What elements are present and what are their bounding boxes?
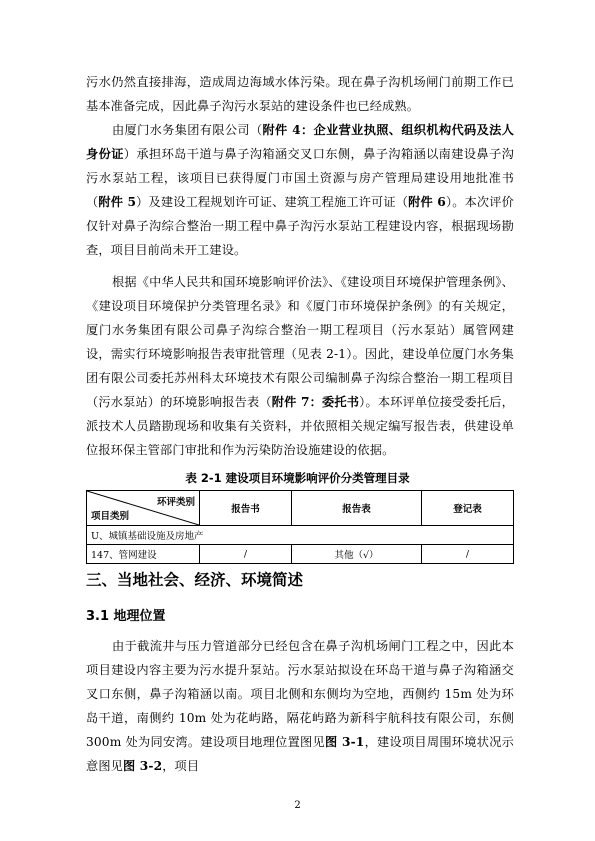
table-section-row: [87, 526, 514, 545]
text-run: ）。本环评单位接受委托后，派技术人员踏勘现场和收集有关资料，并依照相关规定编写报告表，供建设单位报环保主管部门审批和作为污染防治设施建设的依据。: [86, 395, 515, 457]
table-row: [87, 545, 514, 564]
column-header: 报告表: [291, 491, 421, 526]
chapter-heading: 三、当地社会、经济、环境简述: [86, 571, 304, 589]
table-cell: /: [422, 545, 514, 564]
attachment-4-ref: 附件 4：企业营业执照、组织机构代码及法人身份证: [86, 123, 514, 161]
text-run: ，建设项目周围环境状况示意图见: [86, 735, 514, 773]
text-run: ）及建设工程规划许可证、建筑工程施工许可证（: [136, 195, 409, 209]
attachment-7-ref: 附件 7：委托书: [271, 395, 360, 409]
text-run: ）承担环岛干道与鼻子沟箱涵交叉口东侧，鼻子沟箱涵以南建设鼻子沟污水泵站工程，该项目已获得厦门市国土资源与房产管理局建设用地批准书（: [86, 147, 515, 209]
table-corner-cell: [87, 491, 200, 526]
paragraph-2: [86, 118, 514, 262]
section-cell: U、城镇基础设施及房地产: [87, 526, 514, 545]
row-name-cell: 147、管网建设: [87, 545, 200, 564]
page-number: 2: [294, 800, 301, 811]
attachment-6-ref: 附件 6: [408, 195, 446, 209]
table-cell: 其他（√）: [291, 545, 421, 564]
table-header-row: [87, 491, 514, 526]
paragraph-3: [86, 270, 514, 462]
paragraph-1-text: 污水仍然直接排海，造成周边海域水体污染。现在鼻子沟机场闸门前期工作已基本准备完成，因此鼻子沟污水泵站的建设条件也已经成熟。: [86, 75, 514, 113]
text-run: 由厦门水务集团有限公司（: [112, 123, 263, 137]
figure-3-2-ref: 图 3-2: [123, 759, 163, 773]
text-run: ，项目: [162, 759, 200, 773]
column-header: 登记表: [422, 491, 514, 526]
corner-top-label: 环评类别: [156, 497, 195, 508]
paragraph-4: [86, 634, 514, 778]
classification-table: [86, 490, 514, 564]
text-run: 根据《中华人民共和国环境影响评价法》、《建设项目环境保护管理条例》、《建设项目环境保护分类管理名录》和《厦门市环境保护条例》的有关规定，厦门水务集团有限公司鼻子沟综合整治一期工程项目（污水泵站）属管网建设，需实行环境影响报告表审批管理（见表 2-1）。因此，建设单位厦门水务集团有限公司委托苏州科太环境技术有限公司编制鼻子沟综合整治一期工程项目（污水泵站）的环境影响报告表（: [86, 275, 514, 409]
column-header: 报告书: [200, 491, 292, 526]
table-cell: /: [200, 545, 292, 564]
section-heading: 3.1 地理位置: [86, 609, 166, 624]
table-caption: 表 2-1 建设项目环境影响评价分类管理目录: [185, 471, 410, 485]
text-run: ）。本次评价仅针对鼻子沟综合整治一期工程中鼻子沟污水泵站工程建设内容，根据现场勘查，项目目前尚未开工建设。: [86, 195, 514, 257]
attachment-5-ref: 附件 5: [98, 195, 137, 209]
figure-3-1-ref: 图 3-1: [324, 735, 365, 749]
corner-bottom-label: 项目类别: [91, 511, 130, 522]
paragraph-1: [86, 70, 514, 118]
text-run: 由于截流井与压力管道部分已经包含在鼻子沟机场闸门工程之中，因此本项目建设内容主要为污水提升泵站。污水泵站拟设在环岛干道与鼻子沟箱涵交叉口东侧，鼻子沟箱涵以南。项目北侧和东侧均为空地，西侧约 15m 处为环岛干道，南侧约 10m 处为花屿路，隔花屿路为新科宇航科技有限公司，东侧 300m 处为同安湾。建设项目地理位置图见: [86, 639, 514, 749]
